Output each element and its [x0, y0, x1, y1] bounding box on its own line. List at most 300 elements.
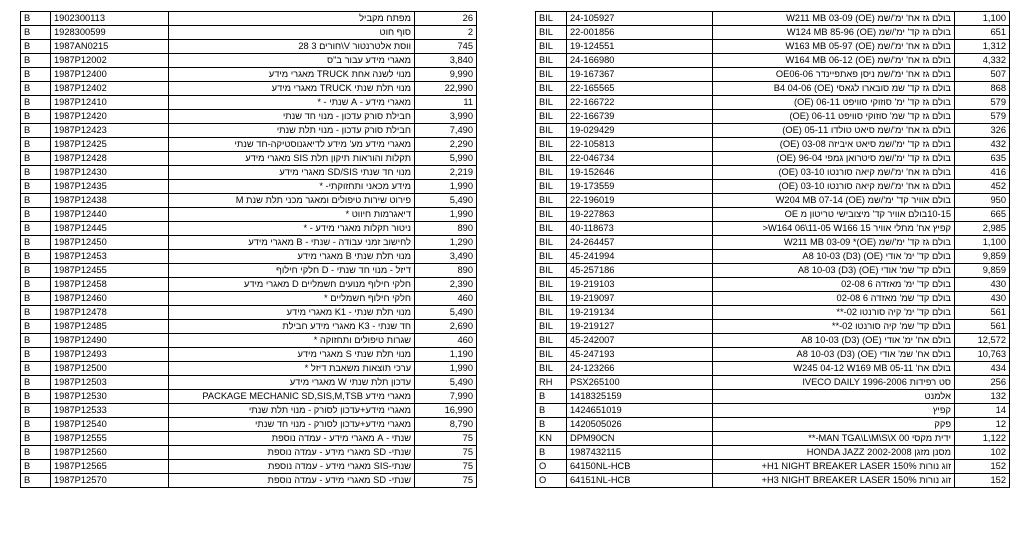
qty-cell: 745: [415, 40, 477, 54]
desc-cell: זוג נורות H3 NIGHT BREAKER LASER 150%+: [713, 474, 955, 488]
code-cell: PSX265100: [567, 376, 713, 390]
code-cell: 22-166722: [567, 96, 713, 110]
desc-cell: בולם אח' ימ' אודי A8 10-03 (D3) (OE): [713, 334, 955, 348]
qty-cell: 1,100: [955, 236, 1010, 250]
code-cell: 19-152646: [567, 166, 713, 180]
qty-cell: 16,990: [415, 404, 477, 418]
desc-cell: בולם קד' שמ' מאזדה 6 02-08: [713, 292, 955, 306]
code-cell: 19-219127: [567, 320, 713, 334]
code-cell: 1987P12493: [51, 348, 169, 362]
table-row: [536, 124, 1010, 138]
desc-cell: חלקי חילוף חשמליים *: [169, 292, 415, 306]
code-cell: 1420505026: [567, 418, 713, 432]
category-cell: B: [21, 446, 51, 460]
desc-cell: ידית מקסי MAN TGA\L\M\S\X 00-**: [713, 432, 955, 446]
table-row: [536, 54, 1010, 68]
qty-cell: 12: [955, 418, 1010, 432]
table-row: [21, 306, 477, 320]
desc-cell: בולם גז קד' שמ' סוזוקי סוויפט 06-11 (OE): [713, 110, 955, 124]
table-row: [536, 222, 1010, 236]
table-row: [21, 82, 477, 96]
qty-cell: 11: [415, 96, 477, 110]
category-cell: B: [21, 432, 51, 446]
code-cell: 1987P12570: [51, 474, 169, 488]
qty-cell: 1,100: [955, 12, 1010, 26]
desc-cell: שנתי- SD מאגרי מידע - עמדה נוספת: [169, 474, 415, 488]
qty-cell: 5,490: [415, 376, 477, 390]
category-cell: B: [21, 404, 51, 418]
table-row: [21, 26, 477, 40]
code-cell: 1987AN0215: [51, 40, 169, 54]
code-cell: 1987P12500: [51, 362, 169, 376]
category-cell: B: [21, 96, 51, 110]
desc-cell: מסנן מזגן HONDA JAZZ 2002-2008: [713, 446, 955, 460]
category-cell: BIL: [536, 320, 567, 334]
table-row: [536, 474, 1010, 488]
table-row: [21, 54, 477, 68]
table-row: [536, 278, 1010, 292]
category-cell: BIL: [536, 26, 567, 40]
table-row: [536, 334, 1010, 348]
code-cell: 1987P12425: [51, 138, 169, 152]
qty-cell: 326: [955, 124, 1010, 138]
desc-cell: בולם קד' שמ' אודי A8 10-03 (D3) (OE): [713, 264, 955, 278]
desc-cell: 10-15בולם אוויר קד' מיצובישי טריטון מ OE: [713, 208, 955, 222]
table-row: [21, 250, 477, 264]
table-row: [536, 306, 1010, 320]
code-cell: 1987P12530: [51, 390, 169, 404]
table-row: [21, 390, 477, 404]
code-cell: 22-165565: [567, 82, 713, 96]
desc-cell: בולם גז אח' ימ'/שמ W163 MB 05-97 (OE): [713, 40, 955, 54]
desc-cell: קפיץ אח' מתלי אוויר W164 06\11-05 W166 15<: [713, 222, 955, 236]
code-cell: 19-219103: [567, 278, 713, 292]
desc-cell: שגרות טיפולים ותחזוקה *: [169, 334, 415, 348]
table-row: [536, 166, 1010, 180]
desc-cell: חבילת סורק עדכון - מנוי חד שנתי: [169, 110, 415, 124]
category-cell: BIL: [536, 306, 567, 320]
qty-cell: 1,312: [955, 40, 1010, 54]
category-cell: B: [21, 26, 51, 40]
qty-cell: 2,290: [415, 138, 477, 152]
qty-cell: 152: [955, 474, 1010, 488]
qty-cell: 3,490: [415, 250, 477, 264]
table-row: [536, 390, 1010, 404]
table-row: [21, 376, 477, 390]
table-row: [21, 96, 477, 110]
code-cell: 1987P12450: [51, 236, 169, 250]
category-cell: BIL: [536, 54, 567, 68]
qty-cell: 9,859: [955, 250, 1010, 264]
table-row: [21, 418, 477, 432]
code-cell: 19-029429: [567, 124, 713, 138]
qty-cell: 132: [955, 390, 1010, 404]
category-cell: BIL: [536, 194, 567, 208]
desc-cell: מאגרי מידע מע' מידע לדיאגנוסטיקה-חד שנתי: [169, 138, 415, 152]
desc-cell: בולם גז אח' ימ'/שמ קיאה סורנטו 03-10 (OE): [713, 166, 955, 180]
desc-cell: מידע מכאני ותחזוקתי- *: [169, 180, 415, 194]
table-row: [21, 460, 477, 474]
table-row: [21, 264, 477, 278]
desc-cell: בולם גז קד' ימ'/שמ סיטרואן גמפי 96-04 (OE): [713, 152, 955, 166]
table-row: [21, 474, 477, 488]
qty-cell: 2,690: [415, 320, 477, 334]
code-cell: 1987P12455: [51, 264, 169, 278]
category-cell: BIL: [536, 166, 567, 180]
code-cell: 1987P12460: [51, 292, 169, 306]
desc-cell: דיאגרמות חיווט *: [169, 208, 415, 222]
desc-cell: בולם אח' שמ' אודי A8 10-03 (D3) (OE): [713, 348, 955, 362]
category-cell: BIL: [536, 124, 567, 138]
table-row: [536, 110, 1010, 124]
table-row: [21, 138, 477, 152]
code-cell: 1987P12485: [51, 320, 169, 334]
qty-cell: 4,332: [955, 54, 1010, 68]
code-cell: 64151NL-HCB: [567, 474, 713, 488]
desc-cell: דיזל - מנוי חד שנתי - D חלקי חילוף: [169, 264, 415, 278]
category-cell: BIL: [536, 362, 567, 376]
desc-cell: מאגרי מידע+עדכון לסורק - מנוי חד שנתי: [169, 418, 415, 432]
qty-cell: 434: [955, 362, 1010, 376]
table-row: [536, 40, 1010, 54]
qty-cell: 1,990: [415, 362, 477, 376]
category-cell: B: [21, 264, 51, 278]
qty-cell: 1,990: [415, 180, 477, 194]
qty-cell: 579: [955, 110, 1010, 124]
code-cell: 1418325159: [567, 390, 713, 404]
code-cell: 64150NL-HCB: [567, 460, 713, 474]
qty-cell: 507: [955, 68, 1010, 82]
qty-cell: 2,219: [415, 166, 477, 180]
desc-cell: שנתי- SD מאגרי מידע - עמדה נוספת: [169, 446, 415, 460]
code-cell: 1987P12490: [51, 334, 169, 348]
qty-cell: 7,490: [415, 124, 477, 138]
code-cell: 1987P12453: [51, 250, 169, 264]
code-cell: 45-257186: [567, 264, 713, 278]
qty-cell: 2,985: [955, 222, 1010, 236]
category-cell: B: [21, 306, 51, 320]
table-row: [21, 334, 477, 348]
table-row: [536, 96, 1010, 110]
desc-cell: ווסת אלטרנטור V\חורים 3 28: [169, 40, 415, 54]
code-cell: 22-105813: [567, 138, 713, 152]
table-row: [536, 68, 1010, 82]
category-cell: BIL: [536, 110, 567, 124]
qty-cell: 75: [415, 460, 477, 474]
category-cell: B: [21, 362, 51, 376]
qty-cell: 75: [415, 432, 477, 446]
table-row: [21, 236, 477, 250]
table-row: [536, 376, 1010, 390]
desc-cell: מנוי תלת שנתי TRUCK מאגרי מידע: [169, 82, 415, 96]
category-cell: BIL: [536, 208, 567, 222]
desc-cell: אלמנט: [713, 390, 955, 404]
qty-cell: 5,990: [415, 152, 477, 166]
desc-cell: שנתי-SIS מאגרי מידע - עמדה נוספת: [169, 460, 415, 474]
code-cell: 22-196019: [567, 194, 713, 208]
desc-cell: מנוי תלת שנתי - K1 מאגרי מידע: [169, 306, 415, 320]
code-cell: 1902300113: [51, 12, 169, 26]
table-row: [536, 180, 1010, 194]
desc-cell: בולם גז אח' ימ'/שמ סיאט טולדו 05-11 (OE): [713, 124, 955, 138]
qty-cell: 7,990: [415, 390, 477, 404]
qty-cell: 3,990: [415, 110, 477, 124]
desc-cell: חבילת סורק עדכון - מנוי תלת שנתי: [169, 124, 415, 138]
table-row: [21, 68, 477, 82]
qty-cell: 950: [955, 194, 1010, 208]
qty-cell: 12,572: [955, 334, 1010, 348]
table-row: [536, 418, 1010, 432]
table-row: [21, 40, 477, 54]
code-cell: 19-219134: [567, 306, 713, 320]
table-row: [21, 432, 477, 446]
category-cell: B: [21, 222, 51, 236]
table-row: [536, 138, 1010, 152]
qty-cell: 26: [415, 12, 477, 26]
category-cell: BIL: [536, 12, 567, 26]
category-cell: B: [21, 40, 51, 54]
code-cell: 1424651019: [567, 404, 713, 418]
code-cell: 1987P12002: [51, 54, 169, 68]
desc-cell: פירוט שירות טיפולים ומאגר מכני תלת שנת M: [169, 194, 415, 208]
qty-cell: 460: [415, 292, 477, 306]
desc-cell: מנוי תלת שנתי B מאגרי מידע: [169, 250, 415, 264]
category-cell: BIL: [536, 68, 567, 82]
category-cell: B: [536, 404, 567, 418]
category-cell: B: [21, 138, 51, 152]
qty-cell: 2,390: [415, 278, 477, 292]
desc-cell: בולם אוויר קד' ימ'/שמ W204 MB 07-14 (OE): [713, 194, 955, 208]
qty-cell: 890: [415, 264, 477, 278]
category-cell: B: [21, 124, 51, 138]
code-cell: 19-227863: [567, 208, 713, 222]
qty-cell: 1,122: [955, 432, 1010, 446]
category-cell: B: [536, 418, 567, 432]
category-cell: B: [21, 334, 51, 348]
desc-cell: בולם גז אח' ימ'/שמ ניסן פאתפיינדר OE06-06: [713, 68, 955, 82]
table-row: [536, 12, 1010, 26]
code-cell: 24-123266: [567, 362, 713, 376]
code-cell: 1987P12420: [51, 110, 169, 124]
table-row: [536, 292, 1010, 306]
qty-cell: 22,990: [415, 82, 477, 96]
category-cell: B: [21, 110, 51, 124]
desc-cell: זוג נורות H1 NIGHT BREAKER LASER 150%+: [713, 460, 955, 474]
category-cell: BIL: [536, 278, 567, 292]
code-cell: 1987P12478: [51, 306, 169, 320]
desc-cell: בולם קד' ימ' אודי A8 10-03 (D3) (OE): [713, 250, 955, 264]
desc-cell: PACKAGE MECHANIC SD,SIS,M,TSB מאגרי מידע: [169, 390, 415, 404]
qty-cell: 10,763: [955, 348, 1010, 362]
desc-cell: חלקי חילוף מנועים חשמליים D מאגרי מידע: [169, 278, 415, 292]
desc-cell: בולם גז אח' ימ'/שמ W211 MB 03-09 (OE): [713, 12, 955, 26]
table-row: [536, 460, 1010, 474]
desc-cell: פקק: [713, 418, 955, 432]
table-row: [536, 194, 1010, 208]
category-cell: B: [21, 54, 51, 68]
desc-cell: מאגרי מידע+עדכון לסורק - מנוי תלת שנתי: [169, 404, 415, 418]
code-cell: 40-118673: [567, 222, 713, 236]
table-row: [21, 404, 477, 418]
category-cell: B: [21, 460, 51, 474]
category-cell: B: [21, 376, 51, 390]
qty-cell: 256: [955, 376, 1010, 390]
desc-cell: ערכי תוצאות משאבת דיזל *: [169, 362, 415, 376]
desc-cell: מנוי לשנה אחת TRUCK מאגרי מידע: [169, 68, 415, 82]
desc-cell: בולם קד' ימ' מאזדה 6 02-08: [713, 278, 955, 292]
code-cell: 24-105927: [567, 12, 713, 26]
table-row: [536, 208, 1010, 222]
table-row: [536, 152, 1010, 166]
category-cell: O: [536, 474, 567, 488]
table-row: [536, 404, 1010, 418]
category-cell: KN: [536, 432, 567, 446]
category-cell: BIL: [536, 40, 567, 54]
table-row: [536, 432, 1010, 446]
table-row: [21, 222, 477, 236]
code-cell: 24-264457: [567, 236, 713, 250]
desc-cell: מנוי חד שנתי SD/SIS מאגרי מידע: [169, 166, 415, 180]
qty-cell: 561: [955, 306, 1010, 320]
qty-cell: 14: [955, 404, 1010, 418]
category-cell: B: [21, 180, 51, 194]
table-row: [21, 110, 477, 124]
qty-cell: 430: [955, 292, 1010, 306]
category-cell: B: [21, 194, 51, 208]
category-cell: B: [21, 278, 51, 292]
qty-cell: 75: [415, 474, 477, 488]
qty-cell: 3,840: [415, 54, 477, 68]
code-cell: 19-124551: [567, 40, 713, 54]
table-row: [536, 26, 1010, 40]
qty-cell: 460: [415, 334, 477, 348]
table-row: [536, 362, 1010, 376]
qty-cell: 651: [955, 26, 1010, 40]
code-cell: 24-166980: [567, 54, 713, 68]
desc-cell: מאגרי מידע עבור ב"ס: [169, 54, 415, 68]
table-row: [21, 320, 477, 334]
table-row: [21, 166, 477, 180]
code-cell: 1987P12428: [51, 152, 169, 166]
code-cell: 22-166739: [567, 110, 713, 124]
category-cell: BIL: [536, 180, 567, 194]
desc-cell: בולם קד' שמ' קיה סורנטו 02-**: [713, 320, 955, 334]
qty-cell: 452: [955, 180, 1010, 194]
category-cell: BIL: [536, 152, 567, 166]
code-cell: 1987P12440: [51, 208, 169, 222]
qty-cell: 5,490: [415, 194, 477, 208]
desc-cell: עדכון תלת שנתי W מאגרי מידע: [169, 376, 415, 390]
desc-cell: בולם גז אח' ימ'/שמ קיאה סורנטו 03-10 (OE): [713, 180, 955, 194]
table-row: [21, 124, 477, 138]
code-cell: 1987P12410: [51, 96, 169, 110]
code-cell: 22-001856: [567, 26, 713, 40]
code-cell: 45-241994: [567, 250, 713, 264]
desc-cell: קפיץ: [713, 404, 955, 418]
category-cell: B: [21, 390, 51, 404]
code-cell: 19-219097: [567, 292, 713, 306]
category-cell: BIL: [536, 96, 567, 110]
qty-cell: 416: [955, 166, 1010, 180]
table-row: [536, 236, 1010, 250]
category-cell: B: [536, 390, 567, 404]
qty-cell: 152: [955, 460, 1010, 474]
table-row: [21, 446, 477, 460]
category-cell: B: [21, 236, 51, 250]
qty-cell: 432: [955, 138, 1010, 152]
category-cell: B: [21, 82, 51, 96]
category-cell: BIL: [536, 292, 567, 306]
category-cell: BIL: [536, 236, 567, 250]
desc-cell: בולם אח' W245 04-12 W169 MB 05-11: [713, 362, 955, 376]
table-row: [536, 82, 1010, 96]
category-cell: BIL: [536, 222, 567, 236]
price-table-right: [535, 11, 1010, 488]
code-cell: 1987P12400: [51, 68, 169, 82]
category-cell: BIL: [536, 348, 567, 362]
code-cell: 1987P12423: [51, 124, 169, 138]
category-cell: BIL: [536, 138, 567, 152]
desc-cell: בולם גז אח' ימ'/שמ W164 MB 06-12 (OE): [713, 54, 955, 68]
code-cell: 1987P12540: [51, 418, 169, 432]
price-table-left: [20, 11, 477, 488]
code-cell: 1987P12560: [51, 446, 169, 460]
desc-cell: בולם גז קד' ימ'/שמ סיאט איביזה 03-08 (OE): [713, 138, 955, 152]
code-cell: 45-242007: [567, 334, 713, 348]
qty-cell: 5,490: [415, 306, 477, 320]
desc-cell: בולם גז קד' ימ' סוזוקי סוויפט 06-11 (OE): [713, 96, 955, 110]
code-cell: 1987P12533: [51, 404, 169, 418]
code-cell: 45-247193: [567, 348, 713, 362]
table-row: [536, 250, 1010, 264]
table-row: [21, 194, 477, 208]
qty-cell: 561: [955, 320, 1010, 334]
qty-cell: 1,290: [415, 236, 477, 250]
code-cell: 1987P12458: [51, 278, 169, 292]
code-cell: 1928300599: [51, 26, 169, 40]
desc-cell: תקלות והוראות תיקון תלת SIS מאגרי מידע: [169, 152, 415, 166]
category-cell: BIL: [536, 334, 567, 348]
category-cell: B: [21, 68, 51, 82]
desc-cell: סט רפידות IVECO DAILY 1996-2006: [713, 376, 955, 390]
code-cell: 1987432115: [567, 446, 713, 460]
category-cell: BIL: [536, 264, 567, 278]
table-row: [536, 320, 1010, 334]
code-cell: 1987P12402: [51, 82, 169, 96]
desc-cell: בולם גז קד' ימ'/שמ W211 MB 03-09 *(OE): [713, 236, 955, 250]
desc-cell: מפתח מקביל: [169, 12, 415, 26]
qty-cell: 1,190: [415, 348, 477, 362]
qty-cell: 8,790: [415, 418, 477, 432]
code-cell: 1987P12555: [51, 432, 169, 446]
qty-cell: 635: [955, 152, 1010, 166]
category-cell: B: [21, 418, 51, 432]
qty-cell: 75: [415, 446, 477, 460]
code-cell: 22-046734: [567, 152, 713, 166]
desc-cell: לחישוב זמני עבודה - שנתי - B מאגרי מידע: [169, 236, 415, 250]
desc-cell: בולם גז קד' שמ סובארו לגאסי B4 04-06 (OE): [713, 82, 955, 96]
code-cell: 19-173559: [567, 180, 713, 194]
code-cell: 1987P12435: [51, 180, 169, 194]
qty-cell: 868: [955, 82, 1010, 96]
desc-cell: סוף חוט: [169, 26, 415, 40]
code-cell: 1987P12438: [51, 194, 169, 208]
category-cell: B: [21, 292, 51, 306]
desc-cell: מאגרי מידע - A שנתי - *: [169, 96, 415, 110]
qty-cell: 2: [415, 26, 477, 40]
table-row: [21, 152, 477, 166]
code-cell: DPM90CN: [567, 432, 713, 446]
